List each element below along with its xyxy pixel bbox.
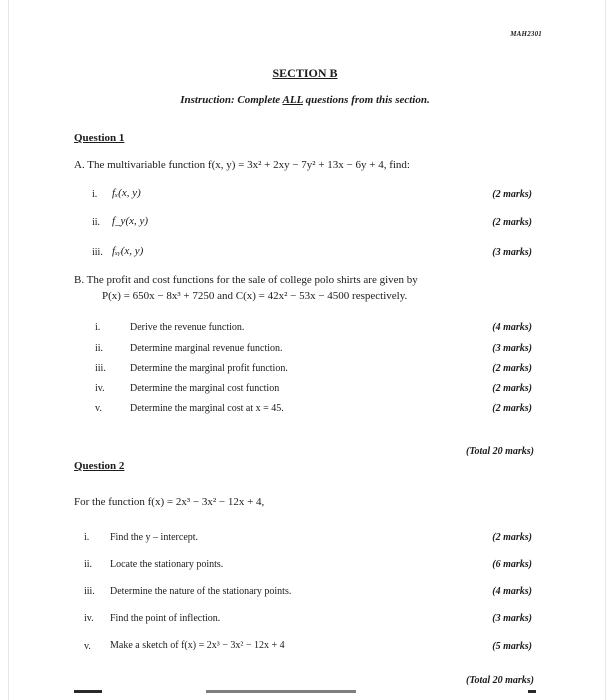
item-text: Determine the marginal cost function [130, 383, 280, 394]
item-marks: (5 marks) [492, 641, 532, 652]
item-text: Derive the revenue function. [130, 322, 245, 333]
item-marks: (2 marks) [492, 403, 532, 414]
item-marks: (4 marks) [492, 322, 532, 333]
item-marks: (2 marks) [492, 217, 532, 228]
item-marks: (6 marks) [492, 559, 532, 570]
instruction-suffix: questions from this section. [302, 94, 430, 106]
item-text: Determine the marginal profit function. [130, 363, 288, 374]
question1-heading: Question 1 [74, 132, 125, 144]
item-text: Determine the nature of the stationary points. [110, 586, 292, 597]
item-numeral: ii. [95, 343, 104, 354]
section-title: SECTION B [272, 66, 338, 80]
item-marks: (4 marks) [492, 586, 532, 597]
item-numeral: v. [84, 641, 91, 652]
item-numeral: iii. [84, 586, 95, 597]
item-marks: (3 marks) [492, 343, 532, 354]
q1-partB-intro-line2: P(x) = 650x − 8x³ + 7250 and C(x) = 42x² − 53x − 4500 respectively. [102, 290, 408, 302]
item-text: Determine marginal revenue function. [130, 343, 283, 354]
instruction-prefix: Instruction: Complete [180, 94, 283, 106]
item-numeral: i. [95, 322, 101, 333]
item-numeral: iv. [95, 383, 105, 394]
item-numeral: iv. [84, 613, 94, 624]
item-numeral: i. [84, 532, 90, 543]
instruction [0, 94, 610, 106]
course-code: MAH2301 [510, 30, 542, 38]
item-text: fₓ(x, y) [112, 187, 141, 199]
item-text: f_y(x, y) [112, 215, 149, 227]
item-numeral: ii. [84, 559, 93, 570]
item-text: Locate the stationary points. [110, 559, 224, 570]
item-marks: (2 marks) [492, 189, 532, 200]
item-numeral: iii. [92, 247, 103, 258]
instruction-emphasis: ALL [282, 94, 303, 106]
item-text: fₓᵧ(x, y) [112, 245, 144, 257]
item-text: Determine the marginal cost at x = 45. [130, 403, 284, 414]
item-marks: (2 marks) [492, 363, 532, 374]
item-marks: (3 marks) [492, 247, 532, 258]
q2-total: (Total 20 marks) [466, 675, 534, 686]
item-numeral: iii. [95, 363, 106, 374]
item-numeral: ii. [92, 217, 101, 228]
item-marks: (3 marks) [492, 613, 532, 624]
item-text: Make a sketch of f(x) = 2x³ − 3x² − 12x + 4 [110, 640, 285, 651]
item-text: Find the y – intercept. [110, 532, 199, 543]
item-numeral: i. [92, 189, 98, 200]
q1-partA-intro: A. The multivariable function f(x, y) = 3x² + 2xy − 7y² + 13x − 6y + 4, find: [74, 159, 410, 171]
q1-total: (Total 20 marks) [466, 446, 534, 457]
item-text: Find the point of inflection. [110, 613, 221, 624]
cut-off-next-line [0, 690, 610, 700]
item-numeral: v. [95, 403, 102, 414]
item-marks: (2 marks) [492, 532, 532, 543]
question2-heading: Question 2 [74, 460, 125, 472]
q1-partB-intro-line1: B. The profit and cost functions for the sale of college polo shirts are given by [74, 274, 418, 286]
item-marks: (2 marks) [492, 383, 532, 394]
q2-intro: For the function f(x) = 2x³ − 3x² − 12x + 4, [74, 496, 265, 508]
